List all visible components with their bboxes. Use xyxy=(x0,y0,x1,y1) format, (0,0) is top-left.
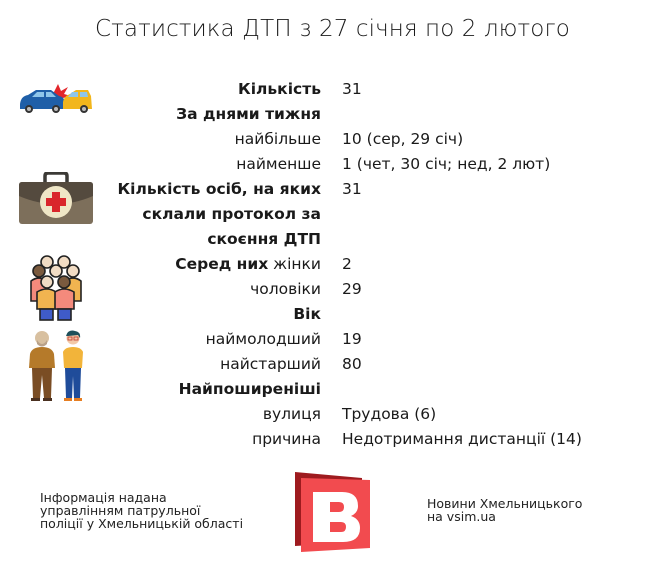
row-value: 1 (чет, 30 січ; нед, 2 лют) xyxy=(342,155,551,173)
vsim-logo-icon xyxy=(294,470,374,552)
stats-row-count xyxy=(0,77,665,102)
stats-row-persons xyxy=(0,177,665,202)
brand-line: на vsim.ua xyxy=(427,509,496,524)
stats-row-most-common xyxy=(0,377,665,402)
row-value: 29 xyxy=(342,280,362,298)
row-label-text: жінки xyxy=(273,255,321,273)
stats-row-age xyxy=(0,302,665,327)
row-label: скоєння ДТП xyxy=(207,230,321,248)
source-credit xyxy=(40,491,243,530)
stats-row-by-weekday xyxy=(0,102,665,127)
row-label: Кількість xyxy=(238,80,321,98)
stats-row-persons-cont2 xyxy=(0,227,665,252)
stats-row-youngest xyxy=(0,327,665,352)
row-value: 19 xyxy=(342,330,362,348)
stats-row-cause xyxy=(0,427,665,452)
row-label: чоловіки xyxy=(250,280,321,298)
stats-row-most xyxy=(0,127,665,152)
row-value: 10 (сер, 29 січ) xyxy=(342,130,464,148)
row-label: Кількість осіб, на яких xyxy=(117,180,321,198)
brand-line: Новини Хмельницького xyxy=(427,496,583,511)
row-label: наймолодший xyxy=(205,330,321,348)
row-label: причина xyxy=(252,430,321,448)
row-label: вулиця xyxy=(262,405,321,423)
stats-row-least xyxy=(0,152,665,177)
source-line: поліції у Хмельницькій області xyxy=(40,516,244,531)
row-value: 31 xyxy=(342,180,362,198)
row-label: Найпоширеніші xyxy=(178,380,321,398)
stats-row-oldest xyxy=(0,352,665,377)
row-label: За днями тижня xyxy=(176,105,321,123)
stats-row-persons-cont1 xyxy=(0,202,665,227)
row-value: 31 xyxy=(342,80,362,98)
stats-row-women xyxy=(0,252,665,277)
brand-credit xyxy=(427,497,582,523)
stats-row-men xyxy=(0,277,665,302)
stats-row-street xyxy=(0,402,665,427)
row-label xyxy=(175,252,321,277)
source-line: управлінням патрульної xyxy=(40,503,201,518)
row-value: 80 xyxy=(342,355,362,373)
row-label: найменше xyxy=(236,155,321,173)
row-label: Вік xyxy=(293,305,321,323)
row-label: найбільше xyxy=(234,130,321,148)
row-label: склали протокол за xyxy=(142,205,321,223)
page-title: Статистика ДТП з 27 січня по 2 лютого xyxy=(95,16,570,42)
row-label: найстарший xyxy=(220,355,321,373)
row-value: Недотримання дистанції (14) xyxy=(342,430,582,448)
source-line: Інформація надана xyxy=(40,490,167,505)
row-label-prefix: Серед них xyxy=(175,255,269,273)
row-value: Трудова (6) xyxy=(342,405,437,423)
row-value: 2 xyxy=(342,255,352,273)
